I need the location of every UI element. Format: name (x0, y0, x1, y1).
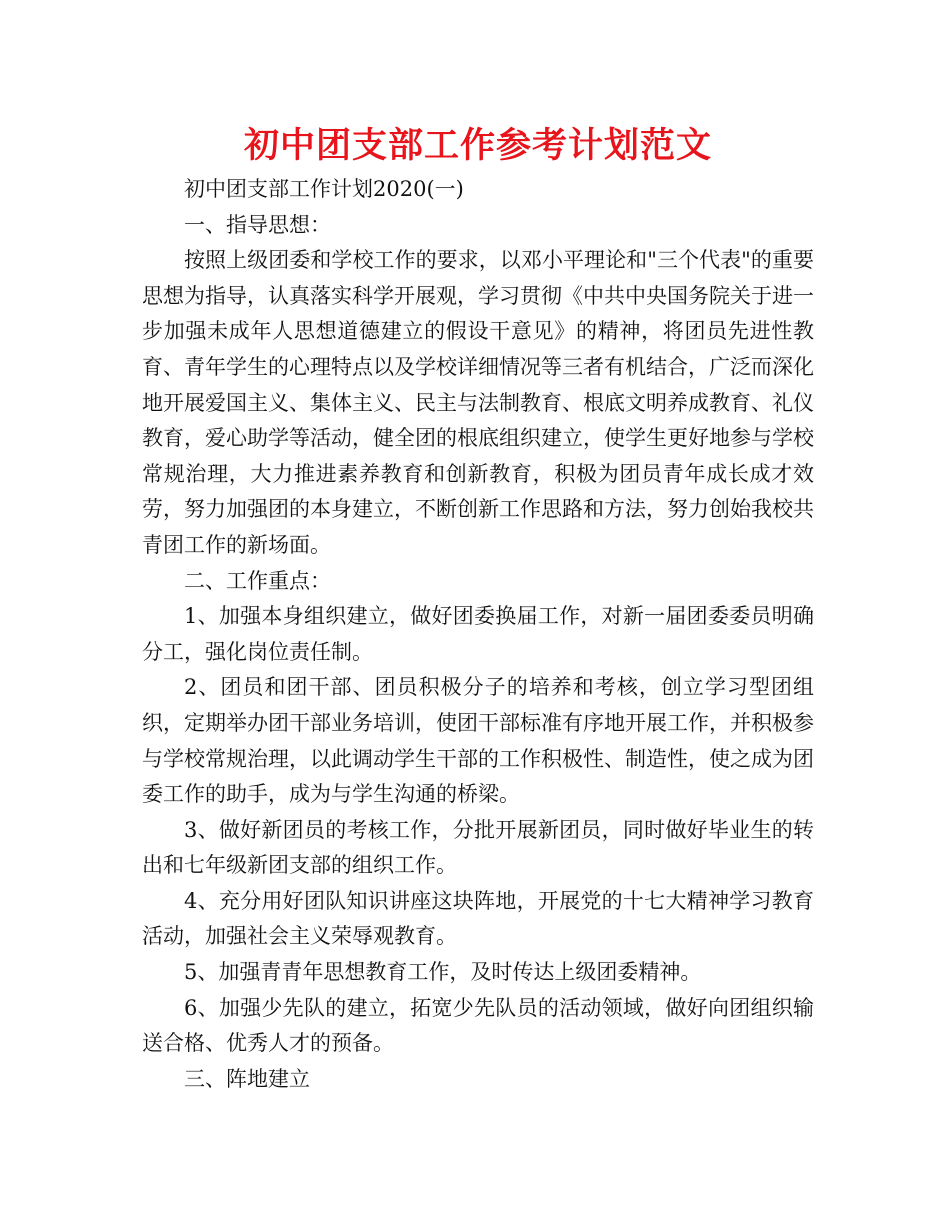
work-focus-item-5: 5、加强青青年思想教育工作，及时传达上级团委精神。 (184, 960, 702, 985)
document-title: 初中团支部工作参考计划范文 (243, 126, 712, 166)
subtitle-paragraph: 初中团支部工作计划2020(一) (184, 177, 464, 201)
document-body (142, 118, 814, 1097)
guiding-ideology-paragraph: 按照上级团委和学校工作的要求，以邓小平理论和"三个代表"的重要思想为指导，认真落实科学开展观，学习贯彻《中共中央国务院关于进一步加强未成年人思想道德建立的假设干意见》的精神，将团员先进性教育、青年学生的心理特点以及学校详细情况等三者有机结合，广泛而深化地开展爱国主义、集体主义、民主与法制教育、根底文明养成教育、礼仪教育，爱心助学等活动，健全团的根底组织建立，使学生更好地参与学校常规治理，大力推进素养教育和创新教育，积极为团员青年成长成才效劳，努力加强团的本身建立，不断创新工作思路和方法，努力创始我校共青团工作的新场面。 (142, 248, 814, 557)
work-focus-item-1: 1、加强本身组织建立，做好团委换届工作，对新一届团委委员明确分工，强化岗位责任制。 (142, 604, 814, 664)
section-heading-guiding-ideology: 一、指导思想： (184, 212, 331, 237)
work-focus-item-3: 3、做好新团员的考核工作，分批开展新团员，同时做好毕业生的转出和七年级新团支部的组织工作。 (142, 817, 814, 878)
work-focus-item-2: 2、团员和团干部、团员积极分子的培养和考核，创立学习型团组织，定期举办团干部业务培训，使团干部标准有序地开展工作，并积极参与学校常规治理，以此调动学生干部的工作积极性、制造性，使之成为团委工作的助手，成为与学生沟通的桥梁。 (142, 675, 814, 807)
section-heading-work-focus: 二、工作重点： (184, 568, 331, 593)
work-focus-item-6: 6、加强少先队的建立，拓宽少先队员的活动领域，做好向团组织输送合格、优秀人才的预备。 (142, 995, 814, 1056)
section-heading-position-building: 三、阵地建立 (184, 1066, 310, 1091)
work-focus-item-4: 4、充分用好团队知识讲座这块阵地，开展党的十七大精神学习教育活动，加强社会主义荣辱观教育。 (142, 888, 814, 949)
